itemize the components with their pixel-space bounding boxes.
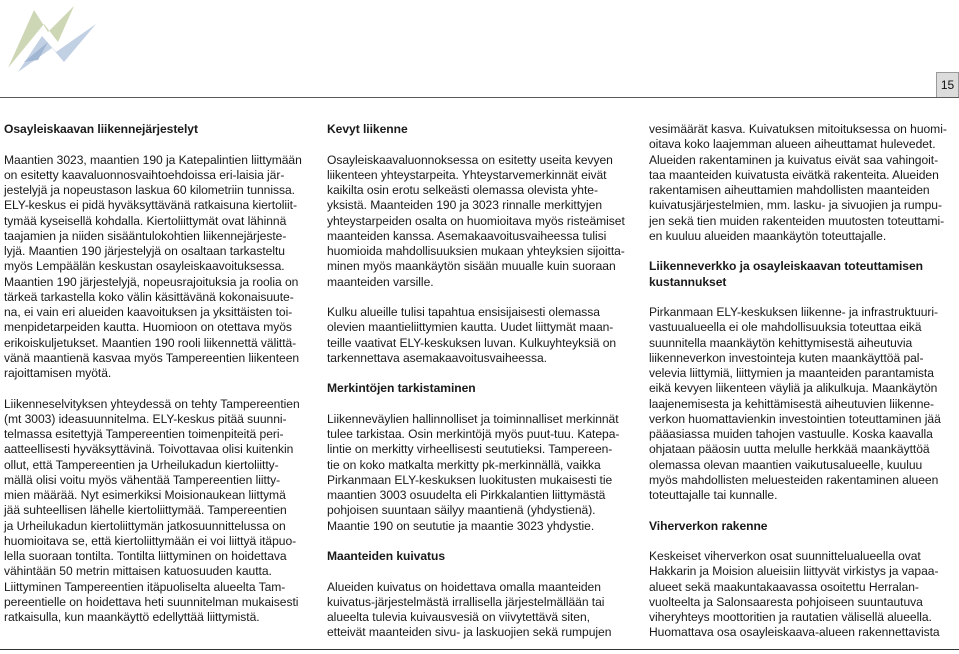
footer-rule	[0, 649, 959, 650]
text-line: pääasiassa muiden tahojen vastuulle. Koska kaavalla	[649, 427, 933, 441]
text-line: vastuualueella ei ole mahdollisuuksia toteuttaa eikä	[649, 320, 922, 335]
paragraph	[649, 549, 959, 641]
text-line: pohjoisen suuntaan säilyy maantienä (yhdystienä).	[327, 503, 596, 518]
text-line: Liikenneselvityksen yhteydessä on tehty Tampereentien	[4, 396, 300, 411]
text-line: jen sekä tien muiden rakenteiden muutosten toteuttami-	[649, 213, 945, 228]
text-line: tarkennettava asemakaavoitusvaiheessa.	[327, 350, 547, 365]
text-line: liikenteen yhteystarpeita. Yhteystarvemerkinnät eivät	[327, 167, 607, 182]
section-heading: Merkintöjen tarkistaminen	[327, 381, 476, 396]
section-heading: Maanteiden kuivatus	[327, 549, 446, 563]
text-line: tulee tarkistaa. Osin merkintöjä myös puut-tuu. Katepa-	[327, 427, 620, 441]
text-line: toteuttajalle tai kunnalle.	[649, 488, 778, 502]
text-line: Pirkanmaan ELY-keskuksen liikenne- ja infrastruktuuri-	[649, 305, 939, 319]
paragraph	[327, 153, 639, 290]
text-line: tie on koko matkalta merkitty pk-merkinnällä, vaikka	[327, 457, 601, 472]
text-line: taa maanteiden kuivatusta eivätkä rakenteita. Alueiden	[649, 167, 939, 182]
text-line: Alueiden rakentaminen ja kuivatus eivät saa vahingoit-	[649, 152, 939, 167]
text-line: olemassa olevan maantien vaikutusalueelle, kuuluu	[649, 457, 923, 472]
text-line: Kulku alueille tulisi tapahtua ensisijaisesti olemassa	[327, 305, 600, 319]
text-line: verkon huomattavienkin investointien toteuttaminen jää	[649, 411, 941, 426]
text-line: ratkaisulla, kun maankäyttö edellyttää liittymistä.	[4, 610, 260, 624]
text-line: suunnitella maankäytön kehittymisestä aiheutuvia	[649, 335, 913, 350]
text-line: Osayleiskaavaluonnoksessa on esitetty useita kevyen	[327, 152, 613, 167]
text-line: olevien maantieliittymien kautta. Uudet liittymät maan-	[327, 320, 614, 335]
text-line: maanteiden varsille.	[327, 274, 434, 289]
text-line: rajoittamisen myötä.	[4, 366, 112, 380]
text-line: Maantien 3023, maantien 190 ja Katepalintien liittymään	[4, 152, 302, 167]
text-line: huomioida mahdollisuuksien mukaan yhteyksien sijoitta-	[327, 244, 625, 258]
text-line: maantien 3003 osuudelta eli Pirkkalantien liittymästä	[327, 488, 606, 502]
text-line: laajenemisesta ja kehittämisestä aiheutuvien liikenne-	[649, 396, 935, 411]
text-line: yksistä. Maanteiden 190 ja 3023 rinnalle merkittyjen	[327, 198, 603, 213]
text-line: velevia liittymiä, liittymien ja maanteiden parantamista	[649, 366, 934, 380]
text-line: tärkeä tarkastella koko välin käsittävänä kokonaisuute-	[4, 289, 294, 304]
text-line: yhteystarpeiden osalta on huomioitava myös risteämiset	[327, 213, 625, 228]
text-line: Pirkanmaan ELY-keskuksen luokitusten mukaisesti tie	[327, 472, 613, 487]
text-line: rakentamisen aiheuttamien mahdollisten maanteiden	[649, 183, 930, 197]
ely-logo	[4, 2, 104, 74]
text-line: pereentielle on hoidettava heti suunnitelman mukaisesti	[4, 594, 299, 609]
text-line: lyjä. Maantien 190 järjestelyjä on osaltaan tarkasteltu	[4, 244, 285, 258]
text-line: alueet sekä maakuntakaavassa osoitettu Herralan-	[649, 579, 919, 594]
column-3	[649, 122, 959, 641]
text-line: menpidetarpeiden kautta. Huomioon on otettava myös	[4, 320, 292, 335]
section-heading: Viherverkon rakenne	[649, 518, 768, 533]
section-heading: Kevyt liikenne	[327, 122, 408, 136]
text-line: myös mahdollisten meluesteiden rakentaminen alueen	[649, 472, 939, 487]
text-line: Alueiden kuivatus on hoidettava omalla maanteiden	[327, 579, 601, 594]
text-line: Hakkarin ja Moision alueisiin liittyvät virkistys ja vapaa-	[649, 564, 939, 579]
text-line: ohjataan pääosin uutta melulle herkkää maankäyttöä	[649, 442, 930, 457]
text-line: vänä maantienä kasvaa myös Tampereentien liikenteen	[4, 350, 300, 365]
text-line: ollut, että Tampereentien ja Urheilukadun kiertoliitty-	[4, 457, 279, 472]
header-rule	[0, 97, 959, 98]
paragraph	[4, 153, 316, 382]
text-line: oitava koko laajemman alueen aiheuttamat hulevedet.	[649, 137, 936, 152]
text-line: alueelta tulevia kuivausvesiä on viivytettävä siten,	[327, 610, 590, 624]
text-line: (mt 3003) ideasuunnitelma. ELY-keskus pitää suunni-	[4, 411, 287, 426]
column-1	[4, 122, 316, 625]
text-line: Maantie 190 on seututie ja maantie 3023 yhdystie.	[327, 518, 595, 533]
section-heading: Osayleiskaavan liikennejärjestelyt	[4, 122, 198, 136]
text-line: lella suoraan tontilta. Tontilta liittyminen on hoidettava	[4, 549, 287, 563]
column-2	[327, 122, 639, 641]
text-line: vähintään 50 metrin mittaisen katuosuuden kautta.	[4, 564, 272, 579]
text-line: jestelyjä ja nopeustason laskua 60 kilometriin tunnissa.	[4, 183, 295, 197]
text-line: maanteiden kanssa. Asemakaavoitusvaiheessa tulisi	[327, 228, 607, 243]
text-line: Keskeiset viherverkon osat suunnittelualueella ovat	[649, 549, 921, 563]
section-heading: Liikenneverkko ja osayleiskaavan toteuttamisen kustannukset	[649, 259, 923, 289]
text-line: telmassa esitettyjä Tampereentien toimenpiteitä peri-	[4, 427, 284, 441]
text-line: Liikenneväylien hallinnolliset ja toiminnalliset merkinnät	[327, 411, 619, 426]
text-line: jää suhteellisen lähelle kiertoliittymää. Tampereentien	[4, 503, 287, 518]
text-line: Liittyminen Tampereentien itäpuoliselta alueelta Tam-	[4, 579, 286, 594]
paragraph	[4, 397, 316, 626]
text-line: Huomattava osa osayleiskaava-alueen rakennettavista	[649, 625, 940, 640]
text-line: on esitetty kaavaluonnosvaihtoehdoissa eri-laisia jär-	[4, 167, 285, 182]
page-number: 15	[936, 72, 959, 98]
text-line: lintie on merkitty virheellisesti seututieksi. Tampereen-	[327, 442, 613, 457]
text-line: viheryhteys moottoritien ja rautatien välisellä alueella.	[649, 610, 932, 624]
text-line: mällä olisi voitu myös vähentää Tampereentien liitty-	[4, 472, 281, 487]
text-line: vesimäärät kasva. Kuivatuksen mitoituksessa on huomi-	[649, 122, 947, 136]
text-line: ja Urheilukadun kiertoliittymän jatkosuunnittelussa on	[4, 518, 286, 533]
text-line: Maantien 190 järjestelyjä, nopeusrajoituksia ja roolia on	[4, 274, 299, 289]
text-line: huomioitava se, että kiertoliittymään ei voi liittyä itäpuo-	[4, 533, 297, 548]
paragraph	[649, 122, 959, 244]
text-line: aatteellisesti hyväksyttävinä. Toivottavaa olisi kuitenkin	[4, 442, 294, 457]
text-line: myös Lempäälän keskustan osayleiskaavoituksessa.	[4, 259, 285, 274]
text-line: eikä kevyen liikenteen väyliä ja alikulkuja. Maankäytön	[649, 381, 938, 396]
text-line: kuivatusjärjestelmien, mm. lasku- ja sivuojien ja rumpu-	[649, 198, 942, 213]
text-line: kaikilta osin erotu selkeästi olemassa olevista yhte-	[327, 183, 598, 197]
text-line: kuivatus-järjestelmästä irrallisella järjestelmällään tai	[327, 594, 605, 609]
text-line: liikenneverkon investointeja kuten maankäyttöä pal-	[649, 350, 924, 365]
text-line: tymää kyseisellä kohdalla. Kiertoliittymät ovat lähinnä	[4, 213, 287, 228]
text-line: taajamien ja niiden sisääntulokohtien liikennejärjeste-	[4, 228, 287, 243]
text-line: vuolteelta ja Salonsaaresta pohjoiseen suuntautuva	[649, 594, 923, 609]
text-line: erikoiskuljetukset. Maantien 190 rooli liikennettä välittä-	[4, 335, 297, 350]
paragraph	[327, 580, 639, 641]
text-line: en kuuluu alueiden maankäytön toteuttajalle.	[649, 228, 887, 243]
text-line: etteivät maanteiden sivu- ja laskuojien sekä rumpujen	[327, 625, 612, 640]
paragraph	[649, 305, 959, 503]
text-line: minen myös maankäytön sisään muualle kuin suoraan	[327, 259, 616, 274]
text-line: na, ei vain eri alueiden kaavoituksen ja yksittäisten toi-	[4, 305, 293, 319]
text-line: ELY-keskus ei pidä hyväksyttävänä ratkaisuna kiertoliit-	[4, 198, 297, 213]
paragraph	[327, 305, 639, 366]
paragraph	[327, 412, 639, 534]
text-line: mien määrää. Nyt esimerkiksi Moisionaukean liittymä	[4, 488, 286, 502]
text-line: teille vaativat ELY-keskuksen luvan. Kulkuyhteyksiä on	[327, 335, 617, 350]
